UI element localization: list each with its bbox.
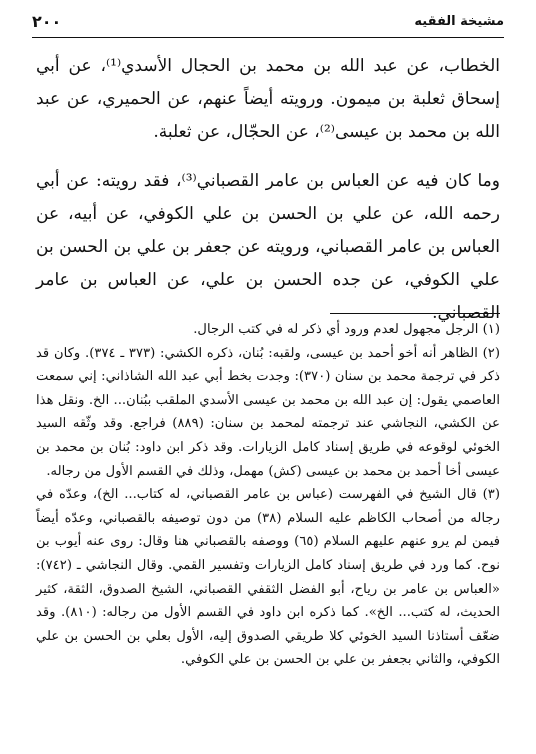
footnote-separator [330,313,500,314]
footnote-1: (١) الرجل مجهول لعدم ورود أي ذكر له في كتب الرجال. [193,322,500,337]
main-text [36,50,500,330]
header-rule [32,37,504,38]
paragraph-1: الخطاب، عن عبد الله بن محمد بن الحجال الأسدي⁽¹⁾، عن أبي إسحاق ثعلبة بن ميمون. ورويته أيضاً عنهم، عن الحميري، عن عبد الله بن محمد بن عيسى⁽²⁾، عن الحجّال، عن ثعلبة. [36,56,500,142]
footnotes [36,318,500,672]
page-number: ٢٠٠ [32,12,62,31]
paragraph-2: وما كان فيه عن العباس بن عامر القصباني⁽³⁾، فقد رويته: عن أبي رحمه الله، عن علي بن الحسن بن علي الكوفي، عن أبيه، عن العباس بن عامر القصباني، ورويته عن جعفر بن علي بن الحسن بن علي الكوفي، عن جده الحسن بن علي، عن العباس بن عامر القصباني. [36,171,500,323]
running-title: مشيخة الفقيه [414,14,504,29]
footnote-3: (٣) قال الشيخ في الفهرست (عباس بن عامر القصباني، له كتاب... الخ)، وعدّه في رجاله من أصحاب الكاظم عليه السلام (٣٨) من دون توصيفه بالقصباني، وعدّه أيضاً فيمن لم يرو عنهم عليهم السلام (٦٥) ووصفه بالقصباني هنا وقال: روى عنه أيوب بن نوح. كما ورد في طريق إسناد كامل الزيارات وتفسير القمي. وقال النجاشي ـ (٧٤٢): «العباس بن عامر بن رياح، أبو الفضل الثقفي القصباني، الشيخ الصدوق، الثقة، كثير الحديث، له كتب... الخ». كما ذكره ابن داود في القسم الأول من رجاله: (٨١٠). وقد ضعّف أستاذنا السيد الخوئي كلا طريقي الصدوق إليه، الأول بعلي بن الحسن بن علي الكوفي، والثاني بجعفر بن علي بن الحسن بن علي الكوفي. [36,487,501,668]
footnote-2: (٢) الظاهر أنه أخو أحمد بن عيسى، ولقبه: بُنان، ذكره الكشي: (٣٧٣ ـ ٣٧٤). وكان قد ذكر في ترجمة محمد بن سنان (٣٧٠): وجدت بخط أبي عبد الله الشاذاني: إني سمعت العاصمي يقول: إن عبد الله بن محمد بن عيسى الأسدي الملقب ببُنان... الخ. ونقل هذا عن الكشي، النجاشي عند ترجمته لمحمد بن سنان: (٨٨٩) فراجع. وقد وثّقه السيد الخوئي لوقوعه في طريق إسناد كامل الزيارات. وقد ذكر ابن داود: بُنان بن محمد بن عيسى أخا أحمد بن محمد بن عيسى (كش) مهمل، وذلك في القسم الأول من رجاله. [36,345,501,479]
running-header [32,12,504,36]
